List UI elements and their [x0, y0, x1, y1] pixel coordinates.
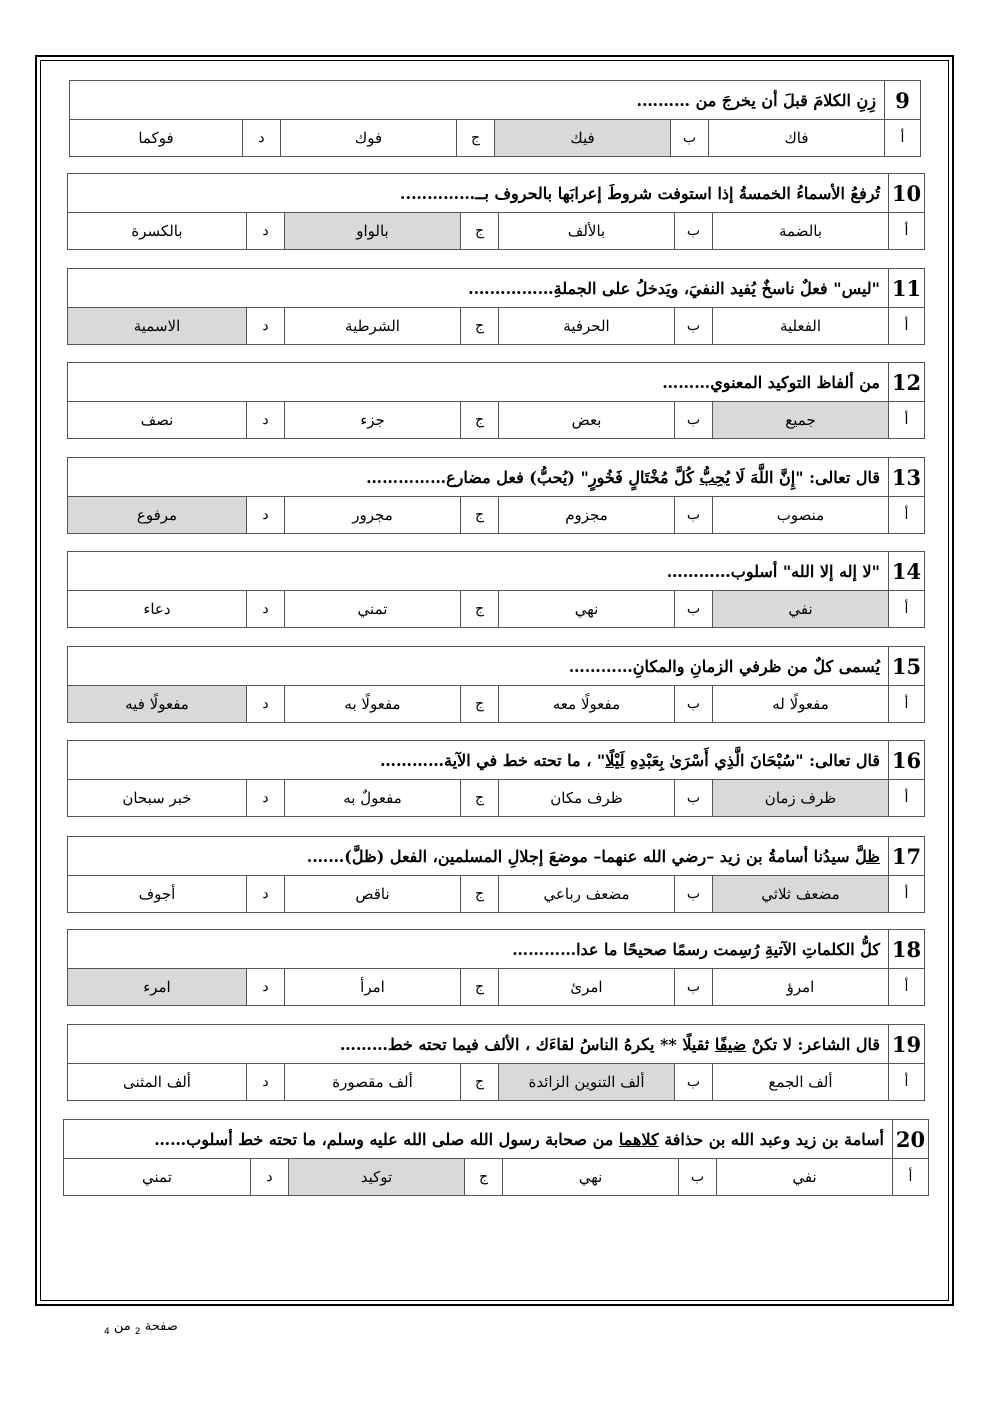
answer-option[interactable]: بالكسرة: [67, 213, 246, 250]
question-stem-text: "لا إله إلا الله" أسلوب…………: [666, 561, 880, 581]
option-letter: د: [247, 876, 285, 913]
option-letter: ب: [671, 120, 709, 157]
question-stem: [67, 363, 888, 402]
options-row: [67, 308, 924, 345]
question-table: [67, 836, 925, 913]
answer-option[interactable]: مفعولًا به: [285, 686, 461, 723]
underlined-word: لَيْلًا: [605, 750, 625, 770]
question-17: [68, 836, 925, 913]
option-letter: ج: [461, 497, 499, 534]
options-row: [67, 591, 924, 628]
answer-option[interactable]: مجرور: [285, 497, 461, 534]
question-12: [68, 362, 925, 439]
question-10: [68, 173, 925, 250]
answer-option[interactable]: ناقص: [285, 876, 461, 913]
question-stem-text: يُسمى كلٌ من ظرفي الزمانِ والمكانِ…………: [568, 656, 880, 676]
answer-option-selected[interactable]: الاسمية: [67, 308, 246, 345]
question-14: [68, 551, 925, 628]
option-letter: أ: [889, 308, 925, 345]
answer-option[interactable]: نفي: [717, 1159, 893, 1196]
question-number: 11: [889, 269, 925, 308]
question-table: [67, 929, 925, 1006]
question-table: [67, 646, 925, 723]
question-16: [68, 740, 925, 817]
answer-option[interactable]: مفعولًا معه: [499, 686, 675, 723]
footer-total: 4: [104, 1326, 110, 1337]
answer-option-selected[interactable]: مفعولًا فيه: [67, 686, 246, 723]
footer-page: 2: [134, 1326, 141, 1337]
underlined-word: كلاهما: [618, 1129, 659, 1149]
answer-option[interactable]: تمني: [285, 591, 461, 628]
question-stem-text: ثقيلًا ** يكرهُ الناسُ لقاءَك ، الألف فيما تحته خط………: [339, 1034, 715, 1054]
answer-option-selected[interactable]: ألف التنوين الزائدة: [499, 1064, 675, 1101]
footer-of: من: [113, 1319, 131, 1334]
option-letter: ب: [675, 876, 713, 913]
option-letter: ج: [461, 686, 499, 723]
option-letter: أ: [893, 1159, 929, 1196]
option-letter: ج: [461, 402, 499, 439]
question-number: 16: [889, 741, 925, 780]
question-stem: [63, 1120, 892, 1159]
option-letter: أ: [889, 213, 925, 250]
answer-option[interactable]: امرؤ: [713, 969, 889, 1006]
answer-option[interactable]: ظرف مكان: [499, 780, 675, 817]
question-stem-text: كلُّ الكلماتِ الآتيةِ رُسِمت رسمًا صحيحًا ما عدا…………: [512, 939, 880, 959]
question-stem: [67, 269, 888, 308]
answer-option[interactable]: ألف مقصورة: [285, 1064, 461, 1101]
option-letter: د: [247, 969, 285, 1006]
answer-option[interactable]: بعض: [499, 402, 675, 439]
answer-option-selected[interactable]: جميع: [713, 402, 889, 439]
page-footer: [104, 1319, 178, 1337]
question-stem-text: قال الشاعر: لا تكنْ: [746, 1034, 880, 1054]
question-stem: [67, 552, 888, 591]
option-letter: ج: [461, 876, 499, 913]
option-letter: د: [243, 120, 281, 157]
option-letter: ب: [675, 686, 713, 723]
option-letter: أ: [889, 780, 925, 817]
option-letter: د: [247, 497, 285, 534]
question-stem: [67, 174, 888, 213]
answer-option[interactable]: تمني: [63, 1159, 250, 1196]
option-letter: أ: [889, 497, 925, 534]
answer-option[interactable]: مفعولٌ به: [285, 780, 461, 817]
option-letter: ب: [675, 213, 713, 250]
question-stem-text: سيدُنا أسامةُ بن زيد –رضي الله عنهما– موضعَ إجلالِ المسلمين، الفعل (ظلَّ)…….: [306, 846, 856, 866]
question-table: [67, 457, 925, 534]
answer-option[interactable]: منصوب: [713, 497, 889, 534]
answer-option[interactable]: فاك: [709, 120, 885, 157]
options-row: [67, 780, 924, 817]
question-stem: [69, 81, 884, 120]
answer-option[interactable]: ألف الجمع: [713, 1064, 889, 1101]
question-table: [67, 740, 925, 817]
question-18: [68, 929, 925, 1006]
question-number: 19: [889, 1025, 925, 1064]
option-letter: د: [247, 591, 285, 628]
question-stem: [67, 741, 888, 780]
options-row: [67, 497, 924, 534]
question-table: [67, 268, 925, 345]
options-row: [67, 1064, 924, 1101]
option-letter: د: [251, 1159, 289, 1196]
option-letter: أ: [885, 120, 921, 157]
answer-option[interactable]: دعاء: [67, 591, 246, 628]
answer-option[interactable]: نهي: [503, 1159, 679, 1196]
options-row: [67, 876, 924, 913]
question-stem-text: تُرفعُ الأسماءُ الخمسةُ إذا استوفت شروطَ إعرابَها بالحروف بــ…………..: [399, 183, 880, 203]
option-letter: ج: [461, 308, 499, 345]
question-table: [69, 80, 921, 157]
option-letter: د: [247, 780, 285, 817]
underlined-word: يُحِبُّ: [699, 467, 730, 487]
options-row: [63, 1159, 928, 1196]
option-letter: ب: [679, 1159, 717, 1196]
answer-option[interactable]: بالضمة: [713, 213, 889, 250]
option-letter: أ: [889, 876, 925, 913]
answer-option[interactable]: بالألف: [499, 213, 675, 250]
options-row: [67, 686, 924, 723]
answer-option[interactable]: أجوف: [67, 876, 246, 913]
question-table: [67, 173, 925, 250]
answer-option[interactable]: فوكما: [69, 120, 242, 157]
options-row: [67, 969, 924, 1006]
option-letter: أ: [889, 402, 925, 439]
question-stem-text: أسامة بن زيد وعبد الله بن حذافة: [658, 1129, 884, 1149]
option-letter: ج: [465, 1159, 503, 1196]
option-letter: ج: [461, 969, 499, 1006]
question-stem-text: زِنِ الكلامَ قبلَ أن يخرجَ من ……….: [636, 90, 876, 110]
options-row: [67, 213, 924, 250]
question-11: [68, 268, 925, 345]
answer-option-selected[interactable]: مضعف ثلاثي: [713, 876, 889, 913]
option-letter: ب: [675, 591, 713, 628]
question-19: [68, 1024, 925, 1101]
question-stem: [67, 458, 888, 497]
option-letter: أ: [889, 1064, 925, 1101]
option-letter: ب: [675, 780, 713, 817]
answer-option[interactable]: جزء: [285, 402, 461, 439]
options-row: [69, 120, 920, 157]
question-stem-text: "ليس" فعلٌ ناسخٌ يُفيد النفيَ، ويَدخلُ على الجملةِ…………….: [468, 278, 880, 298]
option-letter: ج: [461, 1064, 499, 1101]
question-9: [70, 80, 921, 157]
option-letter: ب: [675, 1064, 713, 1101]
option-letter: ب: [675, 497, 713, 534]
question-table: [67, 362, 925, 439]
question-stem-text: من ألفاظ التوكيد المعنوي………: [662, 372, 880, 392]
question-number: 13: [889, 458, 925, 497]
answer-option[interactable]: نهي: [499, 591, 675, 628]
question-stem-text: كُلَّ مُخْتَالٍ فَخُورٍ" (يُحبُّ) فعل مضارع……………: [366, 467, 700, 487]
question-stem-text: " ، ما تحته خط في الآية…………: [380, 750, 606, 770]
options-row: [67, 402, 924, 439]
answer-option-selected[interactable]: امرء: [67, 969, 246, 1006]
question-number: 12: [889, 363, 925, 402]
option-letter: ج: [457, 120, 495, 157]
option-letter: أ: [889, 969, 925, 1006]
question-stem-text: من صحابة رسول الله صلى الله عليه وسلم، ما تحته خط أسلوب……: [154, 1129, 619, 1149]
answer-option[interactable]: الحرفية: [499, 308, 675, 345]
question-number: 20: [893, 1120, 929, 1159]
option-letter: د: [247, 686, 285, 723]
question-stem: [67, 837, 888, 876]
answer-option[interactable]: الشرطية: [285, 308, 461, 345]
question-number: 10: [889, 174, 925, 213]
option-letter: ب: [675, 402, 713, 439]
underlined-word: ظلَّ: [855, 846, 880, 866]
answer-option-selected[interactable]: ظرف زمان: [713, 780, 889, 817]
answer-option[interactable]: نصف: [67, 402, 246, 439]
question-20: [64, 1119, 929, 1196]
answer-option[interactable]: امرئ: [499, 969, 675, 1006]
option-letter: ج: [461, 213, 499, 250]
question-number: 17: [889, 837, 925, 876]
answer-option-selected[interactable]: نفي: [713, 591, 889, 628]
answer-option[interactable]: ألف المثنى: [67, 1064, 246, 1101]
question-13: [68, 457, 925, 534]
question-table: [63, 1119, 929, 1196]
option-letter: أ: [889, 591, 925, 628]
question-table: [67, 551, 925, 628]
option-letter: أ: [889, 686, 925, 723]
footer-label: صفحة: [144, 1319, 178, 1334]
question-stem: [67, 647, 888, 686]
question-number: 9: [885, 81, 921, 120]
question-number: 18: [889, 930, 925, 969]
option-letter: د: [247, 308, 285, 345]
answer-option[interactable]: مجزوم: [499, 497, 675, 534]
option-letter: د: [247, 402, 285, 439]
question-stem-text: قال تعالى: "إِنَّ اللَّهَ لَا: [729, 467, 880, 487]
option-letter: د: [247, 1064, 285, 1101]
answer-option-selected[interactable]: توكيد: [289, 1159, 465, 1196]
answer-option-selected[interactable]: فيك: [495, 120, 671, 157]
question-number: 15: [889, 647, 925, 686]
answer-option-selected[interactable]: بالواو: [285, 213, 461, 250]
question-stem: [67, 1025, 888, 1064]
option-letter: د: [247, 213, 285, 250]
answer-option[interactable]: فوك: [281, 120, 457, 157]
answer-option[interactable]: امرأ: [285, 969, 461, 1006]
question-table: [67, 1024, 925, 1101]
option-letter: ب: [675, 969, 713, 1006]
option-letter: ج: [461, 591, 499, 628]
answer-option[interactable]: مفعولًا له: [713, 686, 889, 723]
answer-option[interactable]: خبر سبحان: [67, 780, 246, 817]
option-letter: ج: [461, 780, 499, 817]
question-number: 14: [889, 552, 925, 591]
question-stem: [67, 930, 888, 969]
underlined-word: ضيفًا: [714, 1034, 747, 1054]
option-letter: ب: [675, 308, 713, 345]
question-stem-text: قال تعالى: "سُبْحَانَ الَّذِي أَسْرَىٰ بِعَبْدِهِ: [624, 750, 880, 770]
answer-option[interactable]: مضعف رباعي: [499, 876, 675, 913]
answer-option[interactable]: الفعلية: [713, 308, 889, 345]
question-15: [68, 646, 925, 723]
answer-option-selected[interactable]: مرفوع: [67, 497, 246, 534]
